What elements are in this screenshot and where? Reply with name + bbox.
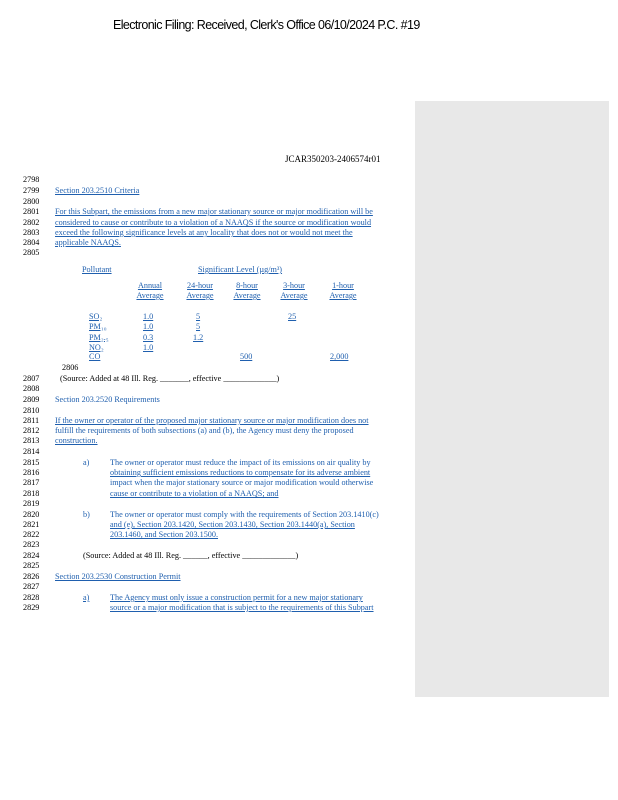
line-number: 2829 [23,603,40,612]
source-note: (Source: Added at 48 Ill. Reg. ______, effective _____________) [83,551,299,560]
item-a-text-line: obtaining sufficient emissions reductions to compensate for its adverse ambient [110,468,371,477]
table-col-header: Annual [137,281,163,290]
line-number: 2814 [23,447,40,456]
table-cell: 1.0 [143,343,154,352]
item-b-label: b) [83,510,90,519]
line-number: 2812 [23,426,40,435]
item-a-text-line: cause or contribute to a violation of a NAAQS; and [110,489,279,498]
line-number: 2798 [23,175,40,184]
table-cell: 1.2 [193,333,204,342]
item-a2-text-line: source or a major modification that is subject to the requirements of this Subpart [110,603,374,612]
section-2520-body-line: construction. [55,436,98,445]
line-number: 2799 [23,186,40,195]
table-pollutant: SO₂ [89,312,103,321]
source-note: (Source: Added at 48 Ill. Reg. _______, effective _____________) [60,374,280,383]
line-number: 2810 [23,406,40,415]
item-a2-label: a) [83,593,90,602]
line-number: 2813 [23,436,40,445]
table-cell: 2,000 [330,352,349,361]
section-2510-title: Section 203.2510 Criteria [55,186,140,195]
table-col-header: 8-hour [236,281,258,290]
line-number: 2818 [23,489,40,498]
line-number: 2805 [23,248,40,257]
section-2520-body-line: If the owner or operator of the proposed major stationary source or major modification does not [55,416,369,425]
item-b-text-line: and (e), Section 203.1420, Section 203.1430, Section 203.1440(a), Section [110,520,355,529]
table-col-header: Average [233,291,261,300]
table-pollutant-header: Pollutant [82,265,112,274]
table-col-header: Average [136,291,164,300]
item-a-text-line: The owner or operator must reduce the impact of its emissions on air quality by [110,458,371,467]
table-cell: 500 [240,352,253,361]
line-number: 2811 [23,416,40,425]
table-col-header: 24-hour [187,281,213,290]
section-2510-body-line: applicable NAAQS. [55,238,121,247]
section-2520-title: Section 203.2520 Requirements [55,395,160,404]
line-number: 2804 [23,238,40,247]
table-cell: 25 [288,312,297,321]
section-2520-body-line: fulfill the requirements of both subsections (a) and (b), the Agency must deny the proposed [55,426,354,435]
line-number: 2824 [23,551,40,560]
line-number: 2801 [23,207,40,216]
line-number: 2817 [23,478,40,487]
table-col-header: Average [329,291,357,300]
table-col-header: 1-hour [332,281,354,290]
line-number: 2823 [23,540,40,549]
item-a-label: a) [83,458,90,467]
line-number: 2815 [23,458,40,467]
table-pollutant: PM₂.₅ [89,333,109,342]
line-number: 2826 [23,572,40,581]
table-col-header: Average [280,291,308,300]
item-b-text-line: The owner or operator must comply with the requirements of Section 203.1410(c) [110,510,379,519]
item-a2-text-line: The Agency must only issue a construction permit for a new major stationary [110,593,363,602]
line-number: 2822 [23,530,40,539]
line-number: 2820 [23,510,40,519]
item-b-text-line: 203.1460, and Section 203.1500. [110,530,219,539]
line-number: 2802 [23,218,40,227]
line-number: 2827 [23,582,40,591]
line-number: 2808 [23,384,40,393]
table-col-header: Average [186,291,214,300]
line-number: 2816 [23,468,40,477]
section-2530-title: Section 203.2530 Construction Permit [55,572,181,581]
line-number: 2809 [23,395,40,404]
table-level-header: Significant Level (µg/m³) [198,265,283,274]
line-number: 2825 [23,561,40,570]
section-2510-body-line: For this Subpart, the emissions from a new major stationary source or major modification will be [55,207,373,216]
line-number: 2800 [23,197,40,206]
table-cell: 5 [196,312,201,321]
line-number: 2803 [23,228,40,237]
table-cell: 0.3 [143,333,154,342]
line-number: 2807 [23,374,40,383]
table-pollutant: PM₁₀ [89,322,107,331]
document-id: JCAR350203-2406574r01 [285,154,381,164]
section-2510-body-line: exceed the following significance levels at any locality that does not or would not meet the [55,228,353,237]
filing-header: Electronic Filing: Received, Clerk's Office 06/10/2024 P.C. #19 [113,18,420,32]
table-cell: 1.0 [143,312,154,321]
comment-sidebar [415,101,609,697]
table-cell: 1.0 [143,322,154,331]
line-number: 2806 [62,363,79,372]
table-pollutant: CO [89,352,101,361]
item-a-text-line: impact when the major stationary source or major modification would otherwise [110,478,374,487]
line-number: 2828 [23,593,40,602]
section-2510-body-line: considered to cause or contribute to a violation of a NAAQS if the source or modification would [55,218,372,227]
line-number: 2819 [23,499,40,508]
table-cell: 5 [196,322,201,331]
line-number: 2821 [23,520,40,529]
table-col-header: 3-hour [283,281,305,290]
table-pollutant: NO₂ [89,343,104,352]
